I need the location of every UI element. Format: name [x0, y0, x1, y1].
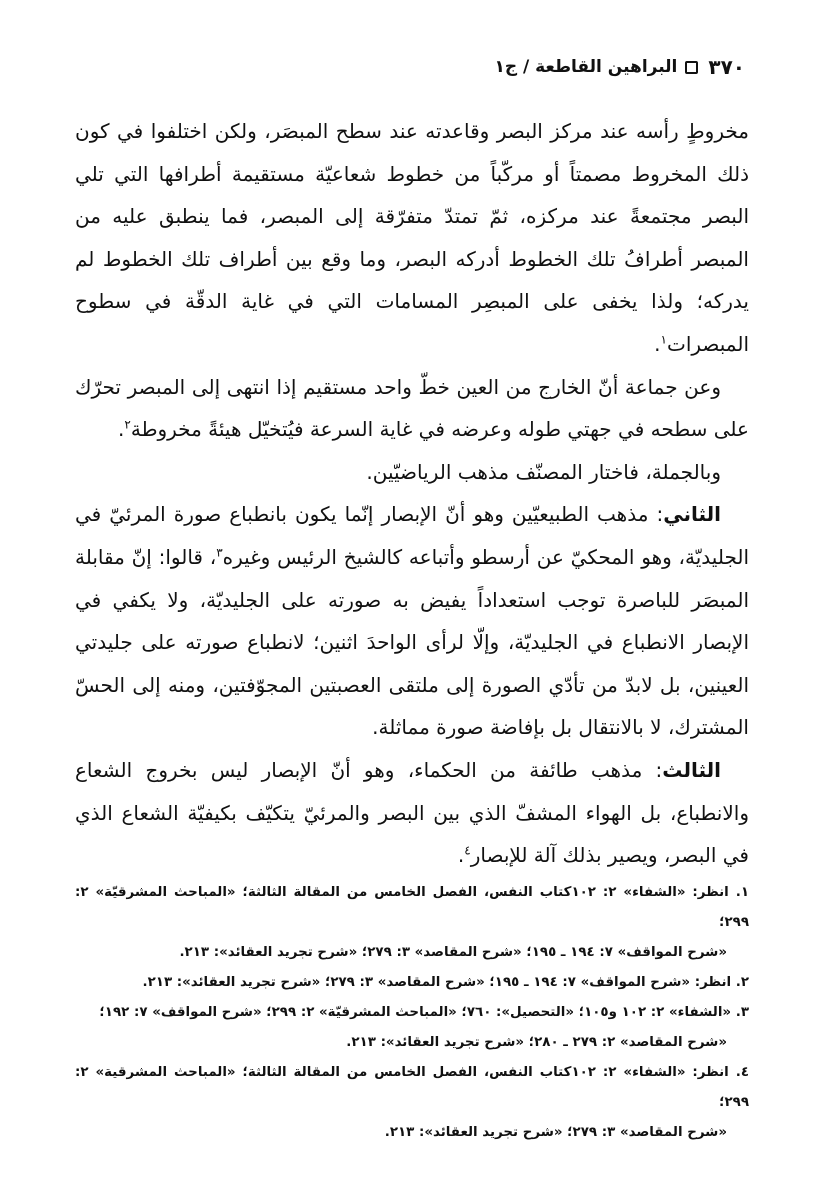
footnote-1-line-2: «شرح المواقف» ٧: ١٩٤ ـ ١٩٥؛ «شرح المقاصد» ٣: ٢٧٩؛ «شرح تجريد العقائد»: ٢١٣. — [179, 945, 727, 960]
running-header — [78, 52, 745, 82]
footnote-3-line-2: «شرح المقاصد» ٢: ٢٧٩ ـ ٢٨٠؛ «شرح تجريد العقائد»: ٢١٣. — [346, 1035, 727, 1050]
second-view-text-a: : مذهب الطبيعيّين وهو أنّ الإبصار إنّما يكون بانطباع صورة المرئيّ في الجليديّة، وهو المحكيّ عن أرسطو وأتباعه كالشيخ الرئيس وغيره — [75, 502, 750, 569]
third-view-label: الثالث — [662, 757, 721, 782]
paragraph-1-text: مخروطٍ رأسه عند مركز البصر وقاعدته عند سطح المبصَر، ولكن اختلفوا في كون ذلك المخروط مصمتاً أو مركّباً من خطوط شعاعيّة مستقيمة أطرافها التي تلي البصر مجتمعةً عند مركزه، ثمّ تمتدّ متفرّقة إلى المبصر، فما ينطبق عليه من المبصر أطرافُ تلك الخطوط أدركه البصر، وما وقع بين أطراف تلك الخطوط لم يدركه؛ ولذا يخفى على المبصِر المسامات التي في غاية الدقّة في سطوح المبصرات — [75, 119, 749, 356]
main-text — [75, 110, 749, 877]
footnote-4-line-2: «شرح المقاصد» ٣: ٢٧٩؛ «شرح تجريد العقائد»: ٢١٣. — [384, 1125, 727, 1140]
footnote-ref-3: ٣ — [216, 545, 223, 560]
second-view-text-b: ، قالوا: إنّ مقابلة المبصَر للباصرة توجب استعداداً يفيض به صورته على الجليديّة، ولا يكفي في الإبصار الانطباع في الجليديّة، وإلّا لرأى الواحدَ اثنين؛ لانطباع صورته على جليدتي العينين، بل لابدّ من تأدّي الصورة إلى ملتقى العصبتين المجوّفتين، ومنه إلى الحسّ المشترك، لا بالانتقال بل بإفاضة صورة مماثلة. — [75, 544, 749, 740]
footnotes — [75, 878, 749, 1148]
footnote-4-line-1: ٤. انظر: «الشفاء» ٢: ١٠٢كتاب النفس، الفصل الخامس من المقالة الثالثة؛ «المباحث المشرقية» ٢: ٢٩٩؛ — [75, 1065, 749, 1110]
paragraph-3 — [75, 451, 749, 494]
page-number: ٣٧٠ — [708, 55, 745, 79]
third-view-text: : مذهب طائفة من الحكماء، وهو أنّ الإبصار ليس بخروج الشعاع والانطباع، بل الهواء المشفّ الذي بين البصر والمرئيّ يتكيّف بكيفيّة الشعاع الذي في البصر، ويصير بذلك آلة للإبصار — [75, 757, 749, 868]
paragraph-3-text: وبالجملة، فاختار المصنّف مذهب الرياضيّين. — [366, 459, 721, 484]
footnote-1-line-1: ١. انظر: «الشفاء» ٢: ١٠٢كتاب النفس، الفصل الخامس من المقالة الثالثة؛ «المباحث المشرقيّة» ٢: ٢٩٩؛ — [75, 885, 749, 930]
paragraph-second-view — [75, 493, 749, 749]
paragraph-2: وعن جماعة أنّ الخارج من العين خطّ واحد مستقيم إذا انتهى إلى المبصر تحرّك على سطحه في جهتي طوله وعرضه في غاية السرعة فيُتخيّل هيئةً مخروطة$^٢$. — [75, 374, 749, 442]
header-separator-icon — [685, 61, 698, 74]
paragraph-1: مخروطٍ رأسه عند مركز البصر وقاعدته عند سطح المبصَر، ولكن اختلفوا في كون ذلك المخروط مصمتاً أو مركّباً من خطوط شعاعيّة مستقيمة أطرافها التي تلي البصر مجتمعةً عند مركزه، ثمّ تمتدّ متفرّقة إلى المبصر، فما ينطبق عليه من المبصر أطرافُ تلك الخطوط أدركه البصر، وما وقع بين أطراف تلك الخطوط لم يدركه؛ ولذا يخفى على المبصِر المسامات التي في غاية الدقّة في سطوح المبصرات$^١$. — [75, 119, 749, 356]
footnote-3-line-1: ٣. «الشفاء» ٢: ١٠٢ و١٠٥؛ «التحصيل»: ٧٦٠؛ «المباحث المشرقيّة» ٢: ٢٩٩؛ «شرح المواقف» ٧: ١٩٢؛ — [99, 1005, 749, 1020]
footnote-ref-2: ٢ — [124, 417, 131, 432]
paragraph-2-text: وعن جماعة أنّ الخارج من العين خطّ واحد مستقيم إذا انتهى إلى المبصر تحرّك على سطحه في جهتي طوله وعرضه في غاية السرعة فيُتخيّل هيئةً مخروطة — [75, 374, 749, 442]
footnote-3 — [75, 998, 749, 1058]
footnote-2 — [75, 968, 749, 998]
second-view-label: الثاني — [663, 502, 721, 527]
footnote-ref-1: ١ — [660, 332, 667, 347]
footnote-ref-4: ٤ — [464, 843, 471, 858]
footnote-4 — [75, 1058, 749, 1148]
paragraph-third-view: الثالث: مذهب طائفة من الحكماء، وهو أنّ الإبصار ليس بخروج الشعاع والانطباع، بل الهواء المشفّ الذي بين البصر والمرئيّ يتكيّف بكيفيّة الشعاع الذي في البصر، ويصير بذلك آلة للإبصار$^٤$. — [75, 757, 749, 868]
footnote-2-line-1: ٢. انظر: «شرح المواقف» ٧: ١٩٤ ـ ١٩٥؛ «شرح المقاصد» ٣: ٢٧٩؛ «شرح تجريد العقائد»: ٢١٣. — [142, 975, 749, 990]
book-title: البراهين القاطعة / ج١ — [494, 57, 678, 77]
footnote-1 — [75, 878, 749, 968]
